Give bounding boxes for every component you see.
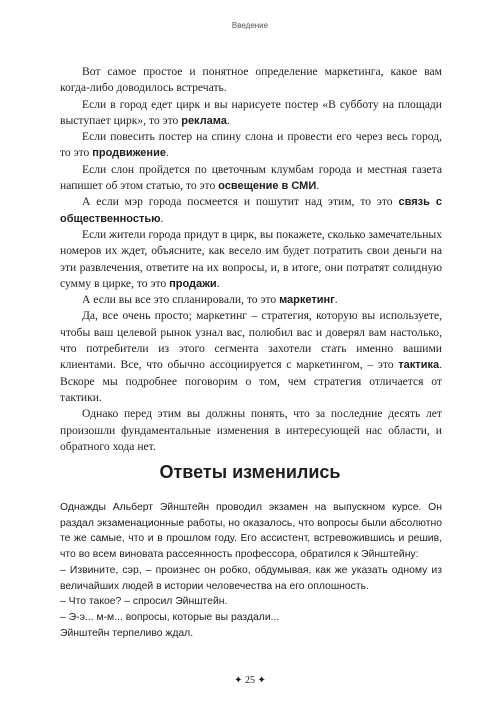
- story-paragraph: – Что такое? – спросил Эйнштейн.: [60, 596, 228, 608]
- paragraph-marketing: А если вы все это спланировали, то это маркетинг.: [82, 293, 338, 307]
- paragraph-media: Если слон пройдется по цветочным клумбам города и местная газета напишет об этом статью, то это освещение в СМИ.: [60, 162, 442, 193]
- page-number: ✦ 25 ✦: [234, 675, 266, 686]
- story-text: [60, 500, 442, 641]
- story-paragraph: – Э-э... м-м... вопросы, которые вы раздали...: [60, 611, 280, 623]
- paragraph-pr: А если мэр города посмеется и пошутит над этим, то это связь с общественностью.: [60, 195, 442, 225]
- paragraph-sales: Если жители города придут в цирк, вы покажете, сколько замечательных номеров их ждет, объясните, как весело им будет потратить свои деньги на эти развлечения, ответите на их вопросы, и, в итоге, они потратят солидную сумму в цирке, то это продажи.: [60, 227, 442, 290]
- term-marketing: маркетинг: [279, 294, 335, 307]
- term-media: освещение в СМИ: [218, 180, 317, 193]
- term-tactics: тактика: [398, 359, 440, 372]
- term-pr: связь с общественностью: [60, 196, 442, 225]
- body-text: [60, 64, 442, 455]
- paragraph-definition: Вот самое простое и понятное определение маркетинга, какое вам когда-либо доводилось встречать.: [60, 65, 442, 95]
- story-paragraph: – Извините, сэр, – произнес он робко, обдумывая, как же указать одному из величайших людей в истории человечества на его оплошность.: [60, 564, 442, 592]
- term-advertising: реклама: [181, 114, 227, 127]
- paragraph-strategy: Да, все очень просто; маркетинг – стратегия, которую вы используете, чтобы ваш целевой рынок узнал вас, полюбил вас и доверял вам настолько, что потребители из этого сегмента захотели стать именно вашими клиентами. Все, что обычно ассоциируется с маркетингом, – это тактика. Вскоре мы подробнее поговорим о том, чем стратегия отличается от тактики.: [60, 309, 442, 404]
- term-promotion: продвижение: [92, 147, 166, 160]
- story-paragraph: Однажды Альберт Эйнштейн проводил экзамен на выпускном курсе. Он раздал экзаменационные работы, но оказалось, что вопросы были абсолютно те же самые, что и в прошлом году. Его ассистент, встревожившись и решив, что во всем виновата рассеянность профессора, обратился к Эйнштейну:: [60, 502, 442, 561]
- paragraph-promotion: Если повесить постер на спину слона и провести его через весь город, то это продвижение.: [60, 130, 442, 160]
- section-heading: Ответы изменились: [159, 462, 341, 482]
- paragraph-advertising: Если в город едет цирк и вы нарисуете постер «В субботу на площади выступает цирк», то это реклама.: [60, 97, 442, 127]
- running-head: Введение: [231, 21, 269, 30]
- term-sales: продажи: [169, 277, 217, 290]
- paragraph-changes: Однако перед этим вы должны понять, что за последние десять лет произошли фундаментальные изменения в интересующей нас области, и обратного хода нет.: [60, 407, 442, 453]
- story-paragraph: Эйнштейн терпеливо ждал.: [60, 627, 194, 639]
